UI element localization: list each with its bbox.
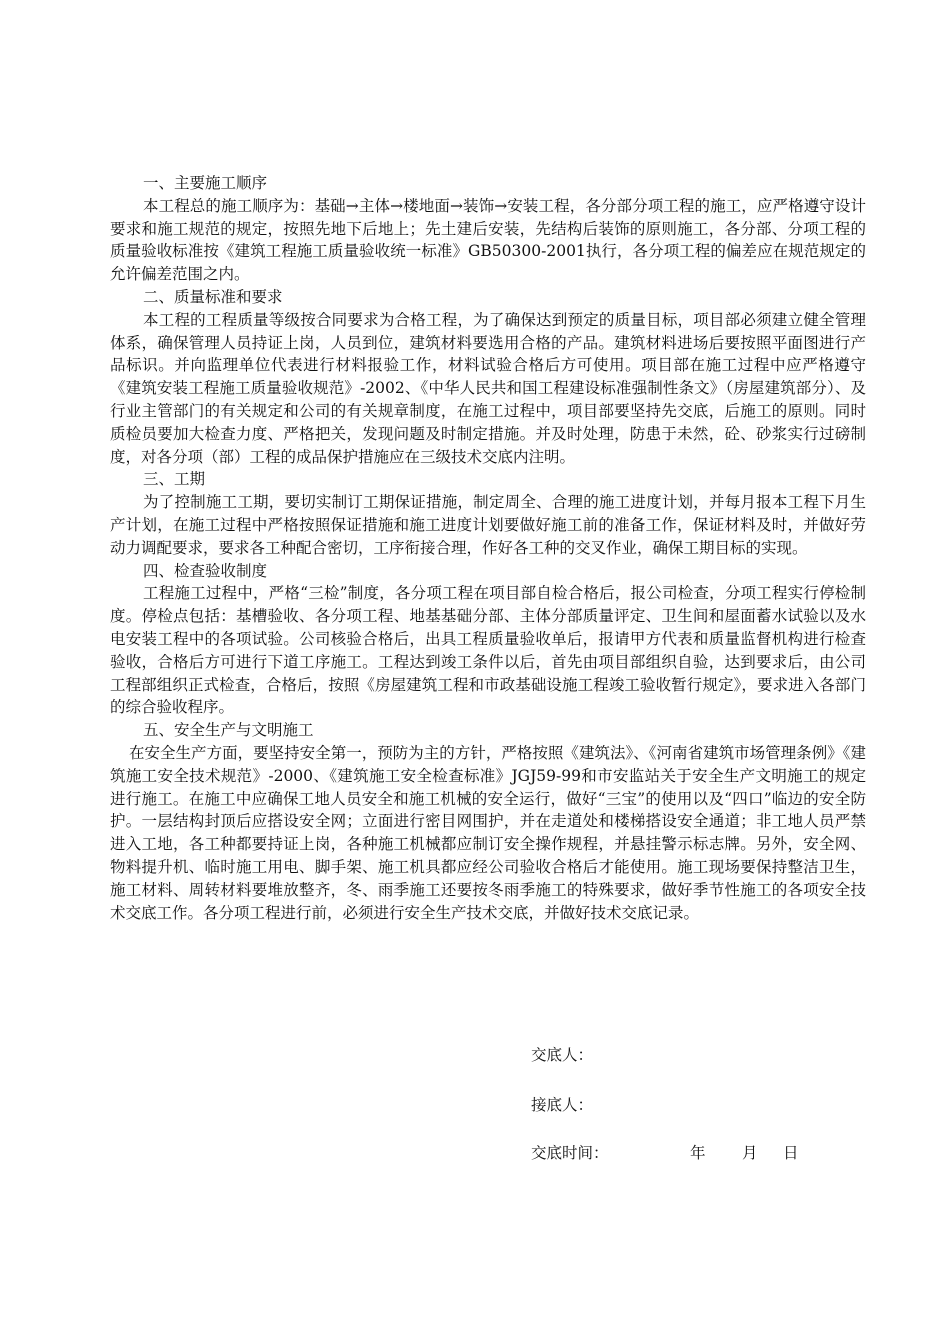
section-heading-inspection: 四、检查验收制度: [143, 561, 268, 580]
section-body-safety: 在安全生产方面，要坚持安全第一，预防为主的方针，严格按照《建筑法》、《河南省建筑市场管理条例》《建筑施工安全技术规范》-2000、《建筑施工安全检查标准》JGJ59-99和市安监站关于安全生产文明施工的规定进行施工。在施工中应确保工地人员安全和施工机械的安全运行，做好“三宝”的使用以及“四口”临边的安全防护。一层结构封顶后应搭设安全网；立面进行密目网围护，并在走道处和楼梯搭设安全通道；非工地人员严禁进入工地，各工种都要持证上岗，各种施工机械都应制订安全操作规程，并悬挂警示标志牌。另外，安全网、物料提升机、临时施工用电、脚手架、施工机具都应经公司验收合格后才能使用。施工现场要保持整洁卫生，施工材料、周转材料要堆放整齐，冬、雨季施工还要按冬雨季施工的特殊要求，做好季节性施工的各项安全技术交底工作。各分项工程进行前，必须进行安全生产技术交底，并做好技术交底记录。: [110, 743, 866, 922]
handover-person-label: 交底人：: [531, 1046, 594, 1064]
month-label: 月: [742, 1144, 758, 1162]
section-heading-quality: 二、质量标准和要求: [143, 287, 283, 306]
section-body-quality: 本工程的工程质量等级按合同要求为合格工程，为了确保达到预定的质量目标，项目部必须建立健全管理体系，确保管理人员持证上岗，人员到位，建筑材料要选用合格的产品。建筑材料进场后要按照平面图进行产品标识。并向监理单位代表进行材料报验工作，材料试验合格后方可使用。项目部在施工过程中应严格遵守《建筑安装工程施工质量验收规范》-2002、《中华人民共和国工程建设标准强制性条文》（房屋建筑部分）、及行业主管部门的有关规定和公司的有关规章制度，在施工过程中，项目部要坚持先交底，后施工的原则。同时质检员要加大检查力度、严格把关，发现问题及时制定措施。并及时处理，防患于未然，砼、砂浆实行过磅制度，对各分项（部）工程的成品保护措施应在三级技术交底内注明。: [110, 310, 866, 466]
section-heading-safety: 五、安全生产与文明施工: [143, 721, 314, 740]
document-body: [110, 172, 866, 924]
section-body-sequence: 本工程总的施工顺序为：基础→主体→楼地面→装饰→安装工程，各分部分项工程的施工，应严格遵守设计要求和施工规范的规定，按照先地下后地上；先土建后安装，先结构后装饰的原则施工，各分部、分项工程的质量验收标准按《建筑工程施工质量验收统一标准》GB50300-2001执行，各分项工程的偏差应在规范规定的允许偏差范围之内。: [110, 196, 866, 284]
section-heading-sequence: 一、主要施工顺序: [143, 174, 268, 192]
section-heading-schedule: 三、工期: [143, 470, 206, 489]
day-label: 日: [783, 1144, 799, 1162]
year-label: 年: [690, 1144, 706, 1162]
handover-time-label: 交底时间：: [531, 1144, 609, 1162]
section-body-inspection: 工程施工过程中，严格“三检”制度，各分项工程在项目部自检合格后，报公司检查，分项工程实行停检制度。停检点包括：基槽验收、各分项工程、地基基础分部、主体分部质量评定、卫生间和屋面蓄水试验以及水电安装工程中的各项试验。公司核验合格后，出具工程质量验收单后，报请甲方代表和质量监督机构进行检查验收，合格后方可进行下道工序施工。工程达到竣工条件以后，首先由项目部组织自验，达到要求后，由公司工程部组织正式检查，合格后，按照《房屋建筑工程和市政基础设施工程竣工验收暂行规定》，要求进入各部门的综合验收程序。: [110, 584, 866, 717]
receiver-person-label: 接底人：: [531, 1096, 594, 1114]
section-body-schedule: 为了控制施工工期，要切实制订工期保证措施，制定周全、合理的施工进度计划，并每月报本工程下月生产计划，在施工过程中严格按照保证措施和施工进度计划要做好施工前的准备工作，保证材料及时，并做好劳动力调配要求，要求各工种配合密切，工序衔接合理，作好各工种的交叉作业，确保工期目标的实现。: [110, 493, 866, 557]
